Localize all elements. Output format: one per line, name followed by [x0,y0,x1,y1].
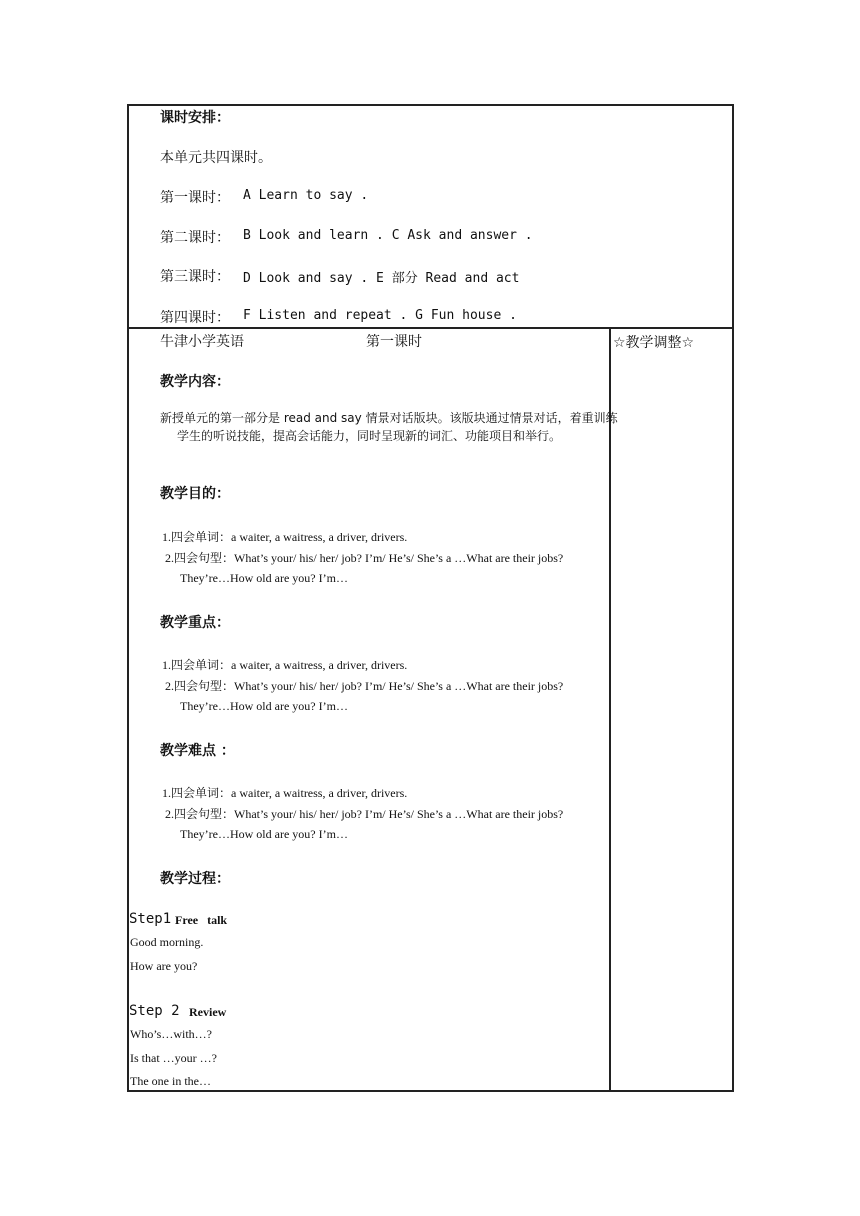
step1-line-2: How are you? [130,959,198,973]
lesson-3-content: D Look and say . E 部分 Read and act [243,271,520,286]
goals-heading: 教学目的： [160,486,230,502]
content-heading: 教学内容： [160,374,230,390]
schedule-intro: 本单元共四课时。 [160,150,272,166]
key-points-line-2: 2.四会句型：What’s your/ his/ her/ job? I’m/ He’s/ She’s a …What are their jobs? [165,679,564,693]
step2-line-1: Who’s…with…? [130,1027,212,1041]
goals-line-1: 1.四会单词：a waiter, a waitress, a driver, drivers. [162,530,408,544]
content-paragraph: 新授单元的第一部分是 read and say 情景对话版块。该版块通过情景对话，着重训练学生的听说技能，提高会话能力，同时呈现新的词汇、功能项目和举行。 [160,411,618,443]
difficulties-line-1: 1.四会单词：a waiter, a waitress, a driver, drivers. [162,786,408,800]
key-points-line-1: 1.四会单词：a waiter, a waitress, a driver, drivers. [162,658,408,672]
step1-number: Step1 [129,911,172,927]
key-points-line-3: They’re…How old are you? I’m… [180,699,348,713]
goals-line-2: 2.四会句型：What’s your/ his/ her/ job? I’m/ He’s/ She’s a …What are their jobs? [165,551,564,565]
lesson-2-label: 第二课时： [160,230,230,246]
step2-line-2: Is that …your …? [130,1051,217,1065]
lesson-4-label: 第四课时： [160,310,230,326]
goals-line-3: They’re…How old are you? I’m… [180,571,348,585]
lesson-2-content: B Look and learn . C Ask and answer . [243,228,533,243]
difficulties-line-2: 2.四会句型：What’s your/ his/ her/ job? I’m/ He’s/ She’s a …What are their jobs? [165,807,564,821]
step2-line-3: The one in the… [130,1074,211,1088]
course-title: 牛津小学英语 [160,334,244,350]
step1-line-1: Good morning. [130,935,204,949]
lesson-3-label: 第三课时： [160,269,230,285]
process-heading: 教学过程： [160,871,230,887]
difficulties-heading: 教学难点 ： [160,743,235,759]
schedule-box [127,104,734,329]
lesson-1-content: A Learn to say . [243,188,369,203]
period-title: 第一课时 [366,334,422,350]
step2-number: Step 2 [129,1003,180,1019]
adjustment-heading: ☆教学调整☆ [613,335,695,351]
lesson-4-content: F Listen and repeat . G Fun house . [243,308,517,323]
lesson-1-label: 第一课时： [160,190,230,206]
schedule-heading: 课时安排： [160,110,230,126]
difficulties-line-3: They’re…How old are you? I’m… [180,827,348,841]
step2-title: Review [189,1005,227,1019]
key-points-heading: 教学重点： [160,615,230,631]
step1-title: Free talk [175,913,228,927]
